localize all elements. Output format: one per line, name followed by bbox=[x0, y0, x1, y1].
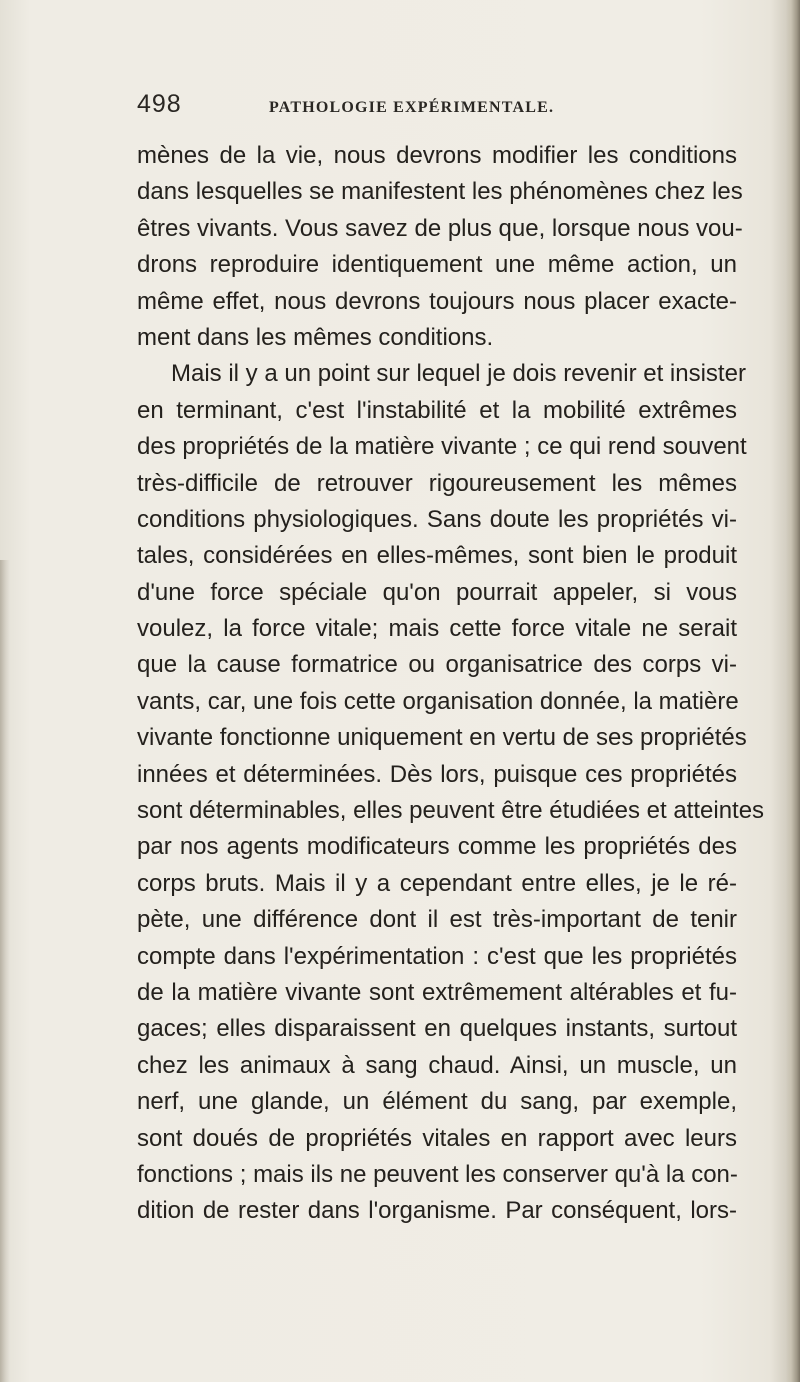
text-line: compte dans l'expérimentation : c'est que les propriétés bbox=[137, 942, 737, 970]
text-line: ment dans les mêmes conditions. bbox=[137, 323, 494, 351]
text-line: par nos agents modificateurs comme les propriétés des bbox=[137, 833, 737, 861]
page-number: 498 bbox=[137, 90, 182, 118]
text-line: très-difficile de retrouver rigoureusement les mêmes bbox=[137, 469, 737, 497]
text-line: vants, car, une fois cette organisation donnée, la matière bbox=[137, 687, 739, 715]
page-header bbox=[137, 90, 657, 120]
text-line: sont déterminables, elles peuvent être étudiées et atteintes bbox=[137, 797, 765, 825]
text-line: innées et déterminées. Dès lors, puisque ces propriétés bbox=[137, 760, 737, 788]
text-line: dition de rester dans l'organisme. Par conséquent, lors- bbox=[137, 1197, 737, 1225]
text-line: même effet, nous devrons toujours nous placer exacte- bbox=[137, 287, 737, 315]
text-line: Mais il y a un point sur lequel je dois revenir et insister bbox=[171, 360, 746, 388]
text-line: des propriétés de la matière vivante ; ce qui rend souvent bbox=[137, 433, 747, 461]
text-line: drons reproduire identiquement une même action, un bbox=[137, 251, 737, 279]
text-line: de la matière vivante sont extrêmement altérables et fu- bbox=[137, 978, 737, 1006]
text-line: fonctions ; mais ils ne peuvent les conserver qu'à la con- bbox=[137, 1160, 738, 1188]
text-line: chez les animaux à sang chaud. Ainsi, un muscle, un bbox=[137, 1051, 737, 1079]
text-line: gaces; elles disparaissent en quelques instants, surtout bbox=[137, 1015, 737, 1043]
text-line: êtres vivants. Vous savez de plus que, lorsque nous vou- bbox=[137, 214, 743, 242]
text-line: tales, considérées en elles-mêmes, sont bien le produit bbox=[137, 542, 737, 570]
text-line: que la cause formatrice ou organisatrice des corps vi- bbox=[137, 651, 737, 679]
text-line: mènes de la vie, nous devrons modifier les conditions bbox=[137, 142, 737, 169]
text-line: corps bruts. Mais il y a cependant entre elles, je le ré- bbox=[137, 869, 737, 897]
text-line: nerf, une glande, un élément du sang, par exemple, bbox=[137, 1088, 737, 1116]
text-line: dans lesquelles se manifestent les phénomènes chez les bbox=[137, 178, 743, 206]
text-line: sont doués de propriétés vitales en rapport avec leurs bbox=[137, 1124, 737, 1152]
text-line: voulez, la force vitale; mais cette force vitale ne serait bbox=[137, 615, 737, 643]
running-head: PATHOLOGIE EXPÉRIMENTALE. bbox=[269, 99, 555, 116]
text-line: pète, une différence dont il est très-important de tenir bbox=[137, 906, 737, 934]
page-left-edge-shadow bbox=[0, 560, 10, 1382]
page-right-edge-shadow bbox=[786, 0, 800, 1382]
text-line: en terminant, c'est l'instabilité et la mobilité extrêmes bbox=[137, 396, 737, 424]
text-line: conditions physiologiques. Sans doute les propriétés vi- bbox=[137, 505, 737, 533]
text-line: vivante fonctionne uniquement en vertu de ses propriétés bbox=[137, 724, 747, 752]
body-text bbox=[137, 138, 765, 1230]
text-line: d'une force spéciale qu'on pourrait appeler, si vous bbox=[137, 578, 737, 606]
